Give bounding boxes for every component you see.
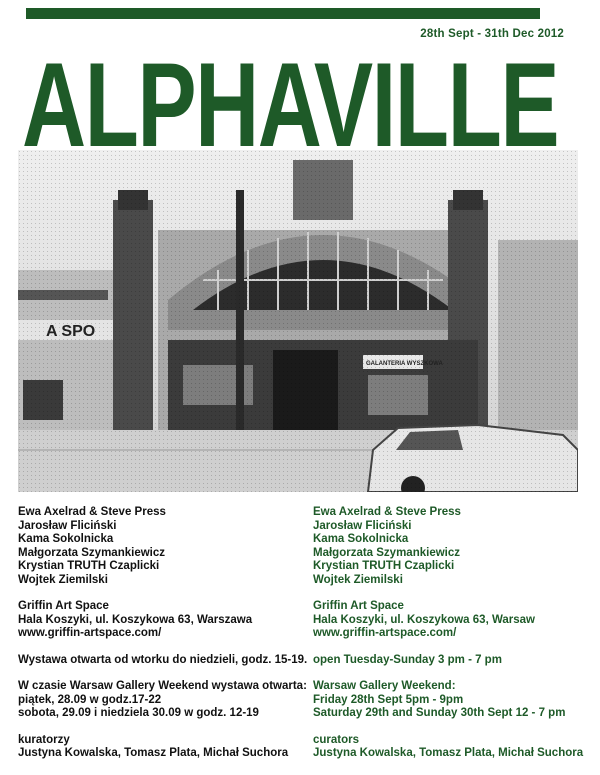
artist-line: Krystian TRUTH Czaplicki (18, 560, 160, 572)
weekend-heading: Warsaw Gallery Weekend: (313, 680, 456, 692)
artist-line: Wojtek Ziemilski (313, 573, 403, 586)
venue-address: Hala Koszyki, ul. Koszykowa 63, Warszawa (18, 613, 253, 626)
exhibition-dates: 28th Sept - 31th Dec 2012 (420, 28, 564, 40)
market-hall-photo (18, 150, 578, 492)
english-info-column (313, 506, 583, 761)
weekend-friday: Friday 28th Sept 5pm - 9pm (313, 693, 464, 706)
artist-line: Krystian TRUTH Czaplicki (313, 560, 455, 572)
artist-line: Kama Sokolnicka (18, 533, 114, 545)
curators-names: Justyna Kowalska, Tomasz Plata, Michał Suchora (18, 747, 289, 759)
top-green-bar (26, 8, 540, 19)
weekend-saturday-sunday: Saturday 29th and Sunday 30th Sept 12 - 7 pm (313, 707, 566, 719)
venue-website-link[interactable]: www.griffin-artspace.com/ (313, 627, 457, 639)
artist-line: Małgorzata Szymankiewicz (18, 546, 165, 559)
opening-hours: Wystawa otwarta od wtorku do niedzieli, godz. 15-19. (18, 653, 308, 666)
venue-website-link[interactable]: www.griffin-artspace.com/ (18, 627, 162, 639)
curators-label: curators (313, 733, 360, 746)
curators-names: Justyna Kowalska, Tomasz Plata, Michał Suchora (313, 747, 584, 759)
exhibition-title: ALPHAVILLE (22, 38, 559, 172)
artist-line: Jarosław Fliciński (18, 519, 117, 532)
polish-info-column (18, 506, 307, 761)
weekend-saturday-sunday: sobota, 29.09 i niedziela 30.09 w godz. 12-19 (18, 707, 259, 719)
artist-line: Ewa Axelrad & Steve Press (18, 506, 166, 518)
venue-name: Griffin Art Space (313, 600, 404, 612)
opening-hours: open Tuesday-Sunday 3 pm - 7 pm (313, 653, 502, 666)
shop-sign-left: A SPO (46, 323, 96, 340)
artist-line: Wojtek Ziemilski (18, 573, 108, 586)
curators-label: kuratorzy (18, 733, 70, 746)
artist-line: Jarosław Fliciński (313, 519, 412, 532)
artist-line: Kama Sokolnicka (313, 533, 409, 545)
shop-sign-right: GALANTERIA WYSZKOWA (366, 361, 443, 367)
weekend-heading: W czasie Warsaw Gallery Weekend wystawa otwarta: (18, 680, 307, 692)
artist-line: Małgorzata Szymankiewicz (313, 546, 460, 559)
artist-line: Ewa Axelrad & Steve Press (313, 506, 461, 518)
venue-address: Hala Koszyki, ul. Koszykowa 63, Warsaw (313, 613, 535, 626)
venue-name: Griffin Art Space (18, 600, 109, 612)
weekend-friday: piątek, 28.09 w godz.17-22 (18, 693, 162, 706)
